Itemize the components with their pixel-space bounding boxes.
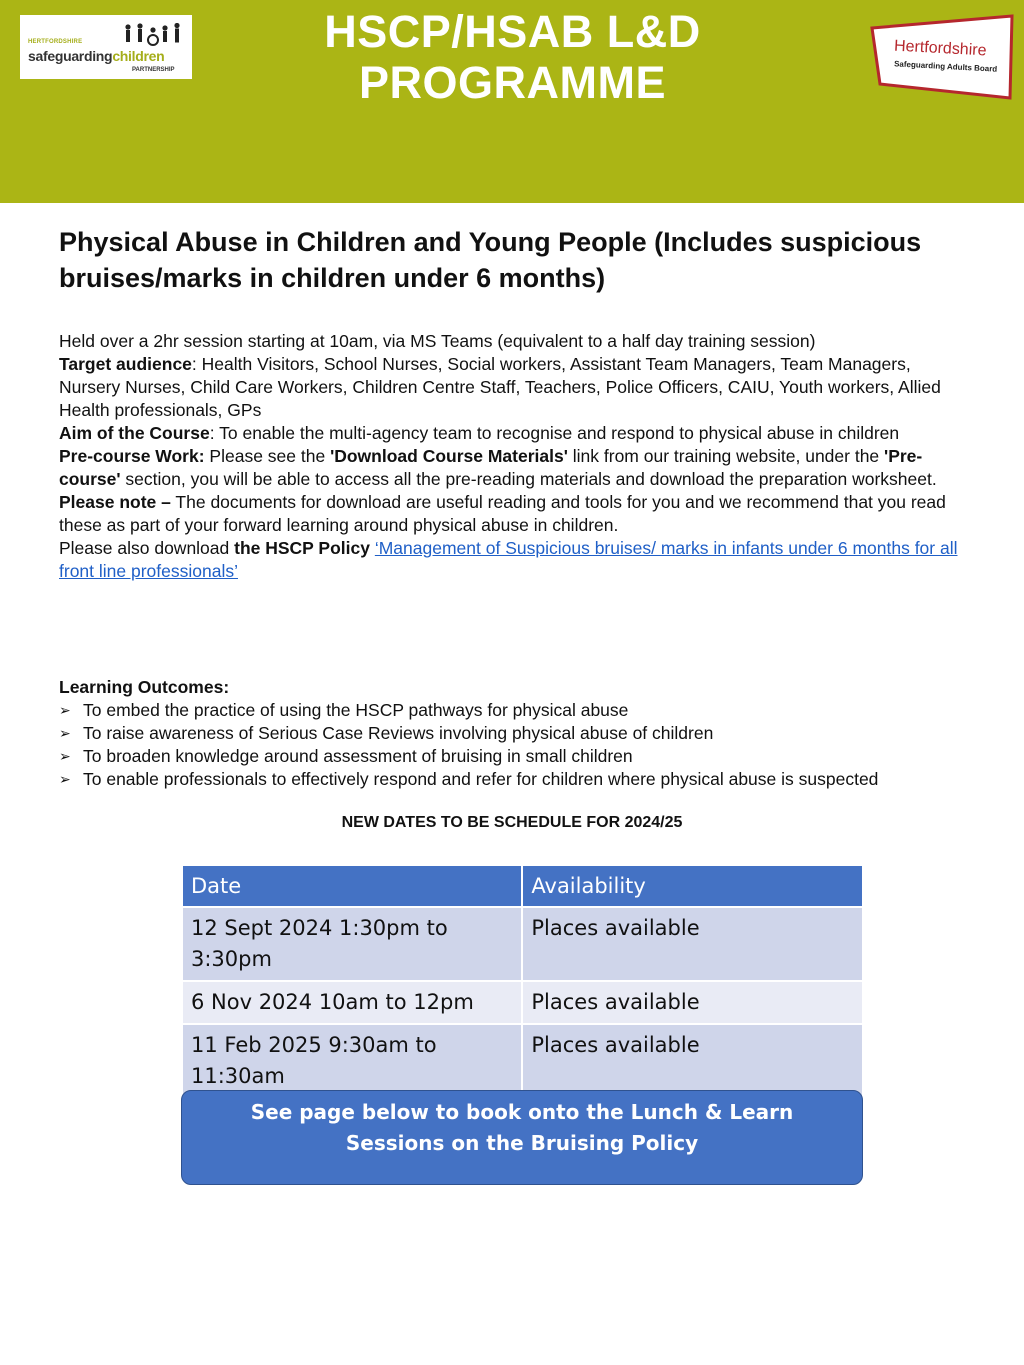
page-title — [240, 6, 785, 108]
booking-line1: See page below to book onto the Lunch & Learn — [250, 1100, 794, 1124]
hsab-logo — [868, 14, 1016, 100]
table-header-row — [182, 865, 863, 907]
hscp-logo — [20, 15, 192, 79]
hscp-logo-sub-text: PARTNERSHIP — [132, 67, 175, 73]
arrow-bullet-icon: ➢ — [59, 748, 71, 764]
column-header-date: Date — [182, 865, 522, 907]
table-row — [182, 981, 863, 1024]
availability-cell: Places available — [522, 907, 863, 981]
page-title-line1: HSCP/HSAB L&D — [324, 6, 701, 57]
learning-outcomes — [59, 676, 989, 791]
hscp-logo-main-text: safeguardingchildren — [28, 48, 165, 64]
policy-download: Please also download the HSCP Policy ‘Management of Suspicious bruises/ marks in infants under 6 months for all front line professionals’ — [59, 538, 958, 581]
date-cell: 12 Sept 2024 1:30pm to 3:30pm — [182, 907, 522, 981]
table-row — [182, 1024, 863, 1098]
date-cell: 6 Nov 2024 10am to 12pm — [182, 981, 522, 1024]
list-item: ➢ To embed the practice of using the HSCP pathways for physical abuse — [59, 700, 629, 720]
target-audience: Target audience: Health Visitors, School Nurses, Social workers, Assistant Team Managers, Team Managers, Nursery Nurses, Child Care Workers, Children Centre Staff, Teachers, Police Officers, CAIU, Youth workers, Allied Health professionals, GPs — [59, 354, 941, 420]
column-header-availability: Availability — [522, 865, 863, 907]
people-figures-icon — [120, 23, 186, 47]
availability-cell: Places available — [522, 1024, 863, 1098]
list-item: ➢ To broaden knowledge around assessment of bruising in small children — [59, 746, 633, 766]
arrow-bullet-icon: ➢ — [59, 725, 71, 741]
table-row — [182, 907, 863, 981]
arrow-bullet-icon: ➢ — [59, 702, 71, 718]
list-item: ➢ To raise awareness of Serious Case Reviews involving physical abuse of children — [59, 723, 714, 743]
arrow-bullet-icon: ➢ — [59, 771, 71, 787]
availability-cell: Places available — [522, 981, 863, 1024]
session-info: Held over a 2hr session starting at 10am, via MS Teams (equivalent to a half day training session) — [59, 331, 816, 351]
course-description — [59, 330, 974, 583]
learning-outcomes-list — [59, 699, 989, 791]
schedule-table — [181, 864, 864, 1099]
please-note: Please note – The documents for download are useful reading and tools for you and we recommend that you read these as part of your forward learning around physical abuse in children. — [59, 492, 946, 535]
course-title: Physical Abuse in Children and Young People (Includes suspicious bruises/marks in children under 6 months) — [59, 227, 922, 293]
dates-heading: NEW DATES TO BE SCHEDULE FOR 2024/25 — [341, 814, 683, 831]
hsab-logo-sub: Safeguarding Adults Board — [893, 59, 998, 74]
header-banner — [0, 0, 1024, 203]
learning-outcomes-title: Learning Outcomes: — [59, 677, 230, 697]
list-item: ➢ To enable professionals to effectively respond and refer for children where physical abuse is suspected — [59, 769, 879, 789]
booking-callout — [181, 1090, 863, 1185]
course-aim: Aim of the Course: To enable the multi-agency team to recognise and respond to physical abuse in children — [59, 423, 900, 443]
date-cell: 11 Feb 2025 9:30am to 11:30am — [182, 1024, 522, 1098]
policy-link[interactable]: ‘Management of Suspicious bruises/ marks in infants under 6 months for all front line professionals’ — [59, 538, 958, 581]
page-title-line2: PROGRAMME — [359, 57, 666, 108]
precourse-work: Pre-course Work: Please see the 'Download Course Materials' link from our training website, under the 'Pre-course' section, you will be able to access all the pre-reading materials and download the preparation worksheet. — [59, 446, 937, 489]
hsab-logo-name: Hertfordshire — [893, 37, 987, 60]
booking-line2: Sessions on the Bruising Policy — [345, 1131, 699, 1155]
hscp-logo-small-text: HERTFORDSHIRE — [28, 39, 83, 45]
